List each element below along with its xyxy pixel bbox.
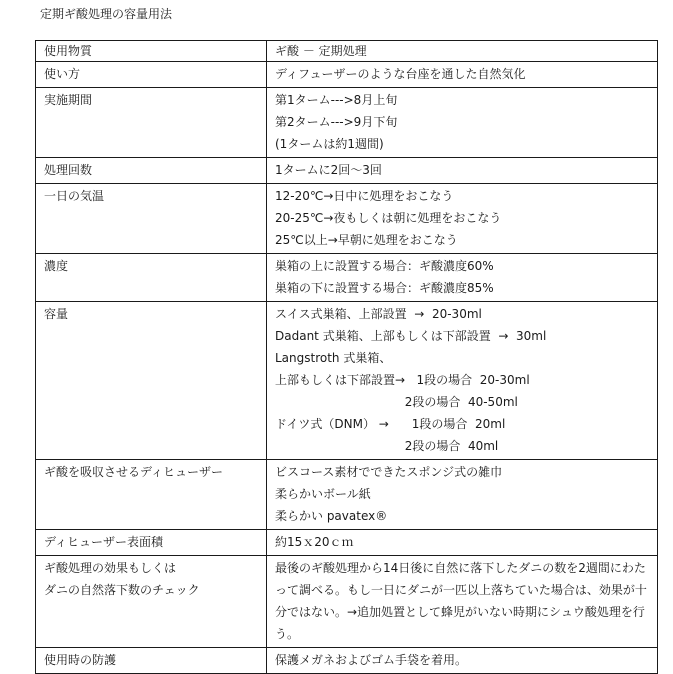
row-value <box>267 88 658 158</box>
value-line: 第2ターム--->9月下旬 <box>275 115 398 129</box>
row-value <box>267 184 658 254</box>
value-line: Langstroth 式巣箱、 <box>275 351 392 365</box>
value-line: ビスコース素材でできたスポンジ式の雑巾 <box>275 465 503 479</box>
value-line: ギ酸 － 定期処理 <box>275 44 367 58</box>
value-line: 1タームに2回～3回 <box>275 163 382 177</box>
row-value <box>267 460 658 530</box>
table-row <box>36 254 658 302</box>
table-row <box>36 62 658 88</box>
row-key: 濃度 <box>36 254 267 302</box>
value-line: 巣箱の下に設置する場合：ギ酸濃度85% <box>275 281 494 295</box>
value-line: スイス式巣箱、上部設置 → 20-30ml <box>275 307 482 321</box>
value-line: 25℃以上→早朝に処理をおこなう <box>275 233 458 247</box>
row-key <box>36 556 267 648</box>
key-line: ダニの自然落下数のチェック <box>44 583 200 597</box>
table-row <box>36 41 658 62</box>
value-line: ディフューザーのような台座を通した自然気化 <box>275 67 526 81</box>
document-title: 定期ギ酸処理の容量用法 <box>40 7 173 21</box>
row-key: 処理回数 <box>36 158 267 184</box>
value-line: 柔らかいボール紙 <box>275 487 371 501</box>
row-key: 使用時の防護 <box>36 648 267 674</box>
value-line: 巣箱の上に設置する場合：ギ酸濃度60% <box>275 259 494 273</box>
row-value <box>267 62 658 88</box>
row-key: 使い方 <box>36 62 267 88</box>
value-line: 2段の場合 40ml <box>275 439 499 453</box>
row-key: ギ酸を吸収させるディヒューザー <box>36 460 267 530</box>
value-line: 上部もしくは下部設置→ 1段の場合 20-30ml <box>275 373 530 387</box>
key-line: ギ酸処理の効果もしくは <box>44 561 177 575</box>
table-row <box>36 648 658 674</box>
row-key: ディヒューザー表面積 <box>36 530 267 556</box>
row-key: 容量 <box>36 302 267 460</box>
value-line: ドイツ式（DNM） → 1段の場合 20ml <box>275 417 506 431</box>
row-key: 使用物質 <box>36 41 267 62</box>
row-value <box>267 41 658 62</box>
row-value <box>267 254 658 302</box>
row-key: 実施期間 <box>36 88 267 158</box>
value-line: 20-25℃→夜もしくは朝に処理をおこなう <box>275 211 502 225</box>
row-value <box>267 556 658 648</box>
row-value <box>267 530 658 556</box>
row-value <box>267 158 658 184</box>
value-line: 保護メガネおよびゴム手袋を着用。 <box>275 653 468 667</box>
value-line: 第1ターム--->8月上旬 <box>275 93 398 107</box>
value-line: 12-20℃→日中に処理をおこなう <box>275 189 454 203</box>
row-value <box>267 302 658 460</box>
value-line: Dadant 式巣箱、上部もしくは下部設置 → 30ml <box>275 329 547 343</box>
table-row <box>36 556 658 648</box>
table-row <box>36 158 658 184</box>
table-row <box>36 184 658 254</box>
row-value <box>267 648 658 674</box>
formic-acid-spec-table <box>35 40 658 674</box>
value-line: 柔らかい pavatex® <box>275 509 388 523</box>
table-row <box>36 460 658 530</box>
value-line: (1タームは約1週間) <box>275 137 384 151</box>
value-line: 2段の場合 40-50ml <box>275 395 518 409</box>
row-key: 一日の気温 <box>36 184 267 254</box>
table-row <box>36 88 658 158</box>
value-line: 約15ｘ20ｃｍ <box>275 535 354 549</box>
table-row <box>36 302 658 460</box>
table-row <box>36 530 658 556</box>
value-paragraph: 最後のギ酸処理から14日後に自然に落下したダニの数を2週間にわたって調べる。もし一日にダニが一匹以上落ちていた場合は、効果が十分ではない。→追加処置として蜂児がいない時期にシュウ酸処理を行う。 <box>275 561 647 641</box>
